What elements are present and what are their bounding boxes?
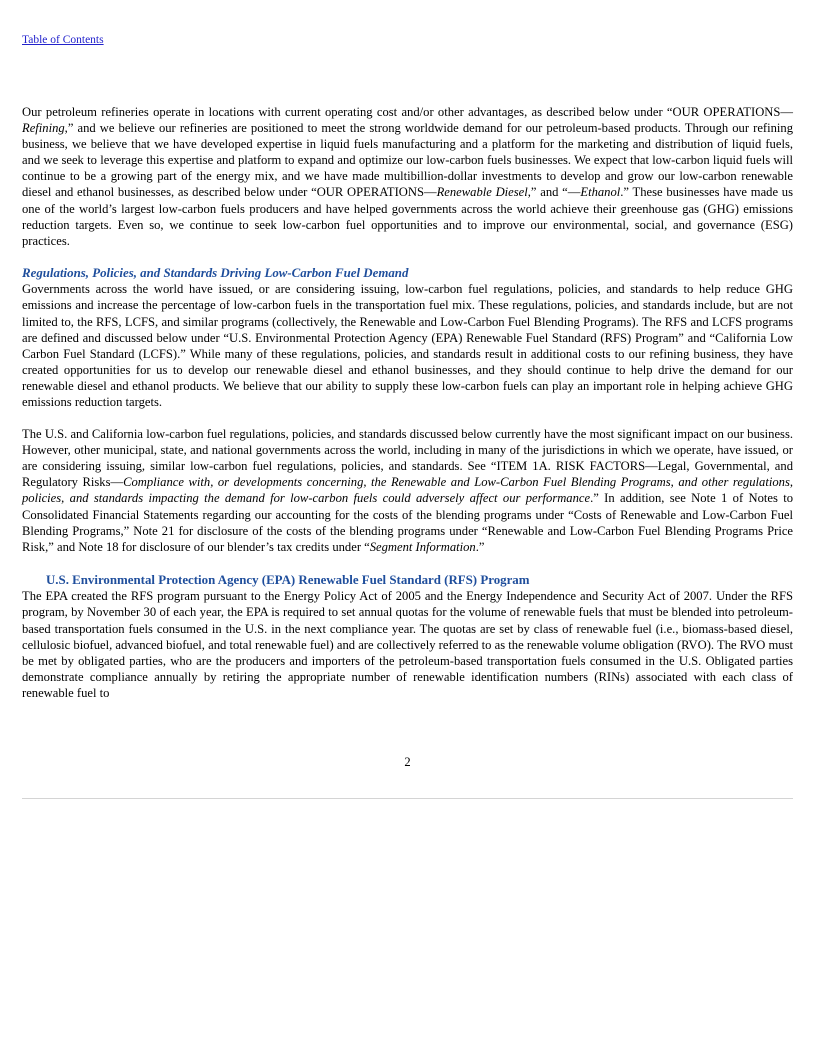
paragraph-us-california-impact [22, 426, 793, 555]
italic-risk-factor-title: Compliance with, or developments concerning, the Renewable and Low-Carbon Fuel Blending Programs, and other regulations, policies, and standards impacting the demand for low-carbon fuels could adversely affect our performance [22, 475, 793, 506]
document-body [22, 48, 793, 770]
italic-refining: Refining [22, 121, 65, 136]
paragraph-text-segment: .” [475, 539, 485, 554]
paragraph-government-regulations: Governments across the world have issued, or are considering issuing, low-carbon fuel regulations, policies, and standards to help reduce GHG emissions and increase the percentage of low-carbon fuels in the transportation fuel mix. These regulations, policies, and standards include, but are not limited to, the RFS, LCFS, and similar programs (collectively, the Renewable and Low-Carbon Fuel Blending Programs). The RFS and LCFS programs are defined and discussed below under “U.S. Environmental Protection Agency (EPA) Renewable Fuel Standard (RFS) Program” and “California Low Carbon Fuel Standard (LCFS).” While many of these regulations, policies, and standards result in additional costs to our refining business, they have created opportunities for us to develop our renewable diesel and ethanol businesses, and they should continue to help drive the demand for our renewable diesel and ethanol products. We believe that our ability to supply these low-carbon fuels can play an important role in helping achieve GHG emissions reduction targets. [22, 282, 793, 409]
paragraph-text-segment: .” These businesses have made us one of the world’s largest low-carbon fuels producers and have helped governments across the world achieve their greenhouse gas (GHG) emissions reduction targets. Even so, we continue to seek low-carbon fuel opportunities and to improve our environmental, social, and governance (ESG) practices. [22, 185, 793, 248]
paragraph-epa-rfs-program: The EPA created the RFS program pursuant to the Energy Policy Act of 2005 and the Energy Independence and Security Act of 2007. Under the RFS program, by November 30 of each year, the EPA is required to set annual quotas for the volume of renewable fuels that must be blended into petroleum-based transportation fuels consumed in the U.S. in the next compliance year. The quotas are set by class of renewable fuel (i.e., biomass-based diesel, cellulosic biofuel, advanced biofuel, and total renewable fuel) and are collectively referred to as the renewable volume obligation (RVO). The RVO must be met by obligated parties, who are the producers and importers of the petroleum-based transportation fuels consumed in the U.S. Obligated parties demonstrate compliance annually by retiring the appropriate number of renewable identification numbers (RINs) associated with each class of renewable fuel to [22, 589, 793, 700]
paragraph-text-segment: ,” and we believe our refineries are positioned to meet the strong worldwide demand for our petroleum-based products. Through our refining business, we believe that we have developed expertise in liquid fuels manufacturing and a platform for the marketing and distribution of liquid fuels, and we seek to leverage this expertise and platform to expand and optimize our low-carbon fuels businesses. We expect that low-carbon liquid fuels will continue to be a growing part of the energy mix, and we have made multibillion-dollar investments to develop and grow our low-carbon renewable diesel and ethanol businesses, as described below under “OUR OPERATIONS— [22, 121, 793, 200]
paragraph-text-segment: Our petroleum refineries operate in locations with current operating cost and/or other advantages, as described below under “OUR OPERATIONS— [22, 105, 793, 119]
table-of-contents-header [0, 0, 815, 48]
paragraph-refining-overview [22, 104, 793, 249]
paragraph-text-segment: .” In addition, see Note 1 of Notes to Consolidated Financial Statements regarding our accounting for the costs of the blending programs under “Costs of Renewable and Low-Carbon Fuel Blending Programs,” Note 21 for disclosure of the costs of the blending programs under “Renewable and Low-Carbon Fuel Blending Programs Price Risk,” and Note 18 for disclosure of our blender’s tax credits under “ [22, 491, 793, 554]
footer-divider [22, 798, 793, 799]
page-number: 2 [404, 755, 411, 769]
subsection-heading-epa-rfs: U.S. Environmental Protection Agency (EPA) Renewable Fuel Standard (RFS) Program [46, 572, 530, 587]
table-of-contents-link[interactable]: Table of Contents [22, 34, 104, 46]
italic-ethanol: Ethanol [580, 185, 621, 200]
section-heading-regulations: Regulations, Policies, and Standards Driving Low-Carbon Fuel Demand [22, 265, 409, 280]
paragraph-text-segment: The U.S. and California low-carbon fuel regulations, policies, and standards discussed below currently have the most significant impact on our business. However, other municipal, state, and national governments across the world, including in many of the jurisdictions in which we operate, have issued, or are considering issuing, similar low-carbon fuel regulations, policies, and standards. See “ITEM 1A. RISK FACTORS—Legal, Governmental, and Regulatory Risks— [22, 427, 793, 490]
italic-renewable-diesel: Renewable Diesel [436, 185, 528, 200]
paragraph-text-segment: ,” and “— [527, 185, 581, 200]
italic-segment-information: Segment Information [369, 539, 476, 554]
